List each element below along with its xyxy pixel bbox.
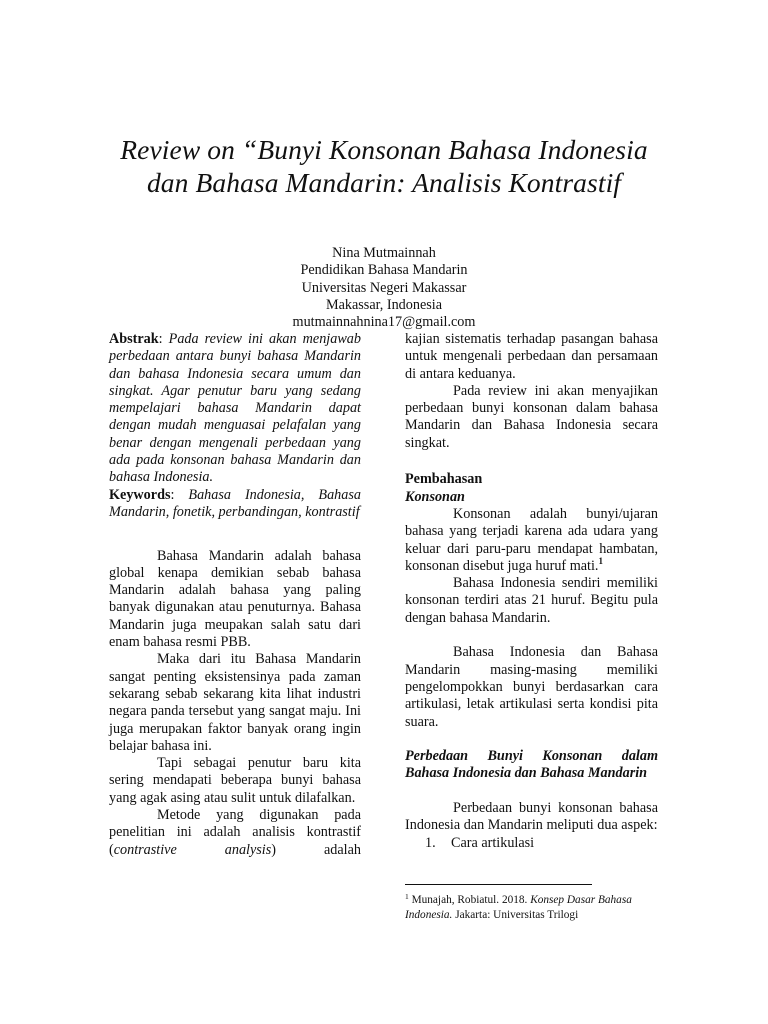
- perbedaan-paragraph: Perbedaan bunyi konsonan bahasa Indonesia dan Mandarin meliputi dua aspek:: [405, 800, 658, 834]
- abstract-label: Abstrak: [109, 331, 159, 347]
- intro-italic-term: contrastive analysis: [113, 841, 272, 858]
- author-block: [200, 245, 568, 331]
- intro-paragraph-1: Bahasa Mandarin adalah bahasa global kenapa demikian sebab bahasa Mandarin adalah bahasa yang paling banyak digunakan atau penuturnya. Bahasa Mandarin juga meupakan salah satu dari enam bahasa resmi PBB.: [109, 547, 361, 651]
- keywords: [109, 487, 361, 522]
- list-item-number: 1.: [425, 834, 436, 851]
- abstract-colon: :: [158, 331, 169, 347]
- abstract-text: Pada review ini akan menjawab perbedaan antara bunyi bahasa Mandarin dan bahasa Indonesia secara umum dan singkat. Agar penutur baru yang sedang mempelajari bahasa Mandarin dapat dengan mudah menguasai pelafalan yang benar dengan mengenali perbedaan yang ada pada konsonan bahasa Mandarin dan bahasa Indonesia.: [109, 331, 361, 486]
- subheading-perbedaan: Perbedaan Bunyi Konsonan dalam Bahasa Indonesia dan Bahasa Mandarin: [405, 748, 658, 782]
- author-name: Nina Mutmainnah: [332, 245, 436, 261]
- right-column: [405, 331, 658, 852]
- keywords-colon: :: [170, 486, 189, 503]
- keywords-label: Keywords: [109, 486, 171, 503]
- intro-paragraph-3: Tapi sebagai penutur baru kita sering mendapati beberapa bunyi bahasa yang agak asing atau sulit untuk dilafalkan.: [109, 755, 361, 806]
- footnote: [405, 893, 665, 922]
- subheading-konsonan: Konsonan: [405, 488, 465, 505]
- footnote-authors: Munajah, Robiatul. 2018.: [408, 894, 531, 906]
- bahasa-indonesia-paragraph: Bahasa Indonesia sendiri memiliki konsonan terdiri atas 21 huruf. Begitu pula dengan bahasa Mandarin.: [405, 575, 658, 626]
- abstract: [109, 331, 361, 487]
- intro-paragraph-4: Metode yang digunakan pada penelitian ini adalah analisis kontrastif (contrastive analysis) adalah: [109, 807, 361, 858]
- footnote-publisher: Jakarta: Universitas Trilogi: [452, 908, 579, 921]
- footnote-reference[interactable]: 1: [598, 555, 603, 566]
- footnote-book-title: Konsep Dasar Bahasa Indonesia.: [405, 894, 632, 921]
- section-heading-pembahasan: Pembahasan: [405, 471, 483, 488]
- author-university: Universitas Negeri Makassar: [301, 279, 467, 296]
- method-paragraph-continued: kajian sistematis terhadap pasangan bahasa untuk mengenali perbedaan dan persamaan di antara keduanya.: [405, 331, 658, 382]
- articulation-paragraph: Bahasa Indonesia dan Bahasa Mandarin masing-masing memiliki pengelompokkan bunyi berdasarkan cara artikulasi, letak artikulasi serta kondisi pita suara.: [405, 644, 658, 730]
- footnote-number: 1: [405, 892, 409, 901]
- keywords-text: Bahasa Indonesia, Bahasa Mandarin, fonetik, perbandingan, kontrastif: [109, 486, 361, 520]
- intro-paragraph-2: Maka dari itu Bahasa Mandarin sangat penting eksistensinya pada zaman sekarang sebab sekarang kita lihat industri negara panda tersebut yang sangat maju. Ini juga merupakan faktor banyak orang ingin belajar bahasa ini.: [109, 651, 361, 754]
- left-column: [109, 331, 361, 859]
- author-department: Pendidikan Bahasa Mandarin: [300, 262, 468, 279]
- konsonan-paragraph: Konsonan adalah bunyi/ujaran bahasa yang terjadi karena ada udara yang keluar dari paru-paru mendapat hambatan, konsonan disebut juga huruf mati.$^1$: [405, 505, 658, 574]
- review-paragraph: Pada review ini akan menyajikan perbedaan bunyi konsonan dalam bahasa Mandarin dan Bahasa Indonesia secara singkat.: [405, 382, 658, 451]
- list-item-text: Cara artikulasi: [451, 834, 535, 851]
- footnote-separator: [405, 884, 592, 885]
- author-location: Makassar, Indonesia: [325, 296, 443, 313]
- paper-title: Review on “Bunyi Konsonan Bahasa Indonesia dan Bahasa Mandarin: Analisis Kontrastif: [120, 134, 648, 198]
- list-item: [405, 835, 658, 852]
- author-email[interactable]: mutmainnahnina17@gmail.com: [292, 314, 476, 331]
